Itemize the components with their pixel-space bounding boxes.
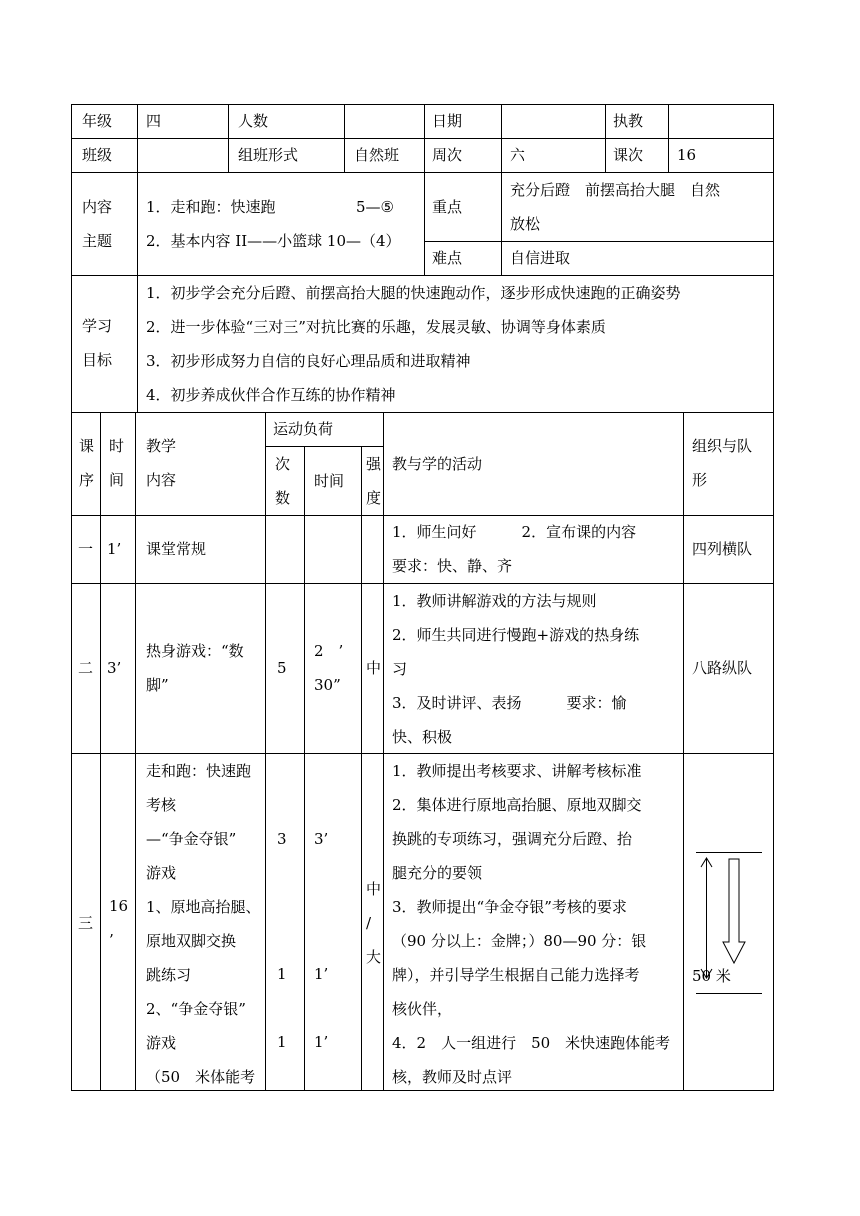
week-value: 六 — [510, 146, 526, 164]
date-label: 日期 — [432, 112, 463, 130]
content-item-1-tag: 5—⑤ — [356, 198, 394, 216]
difficulty-label: 难点 — [432, 249, 463, 267]
header-seq: 课 序 — [79, 437, 95, 489]
header-org: 组织与队 形 — [692, 437, 753, 489]
row3-content: 走和跑：快速跑 考核 —“争金夺银” 游戏 1、原地高抬腿、 原地双脚交换 跳练习 2、“争金夺银” 游戏 （50 米体能考 — [146, 762, 261, 1086]
row2-activity: 1．教师讲解游戏的方法与规则 2．师生共同进行慢跑+游戏的热身练 习 3．及时讲评、表扬 要求：愉 快、积极 — [392, 592, 640, 746]
row3-time: 16 ’ — [109, 897, 129, 949]
goal-item: 3．初步形成努力自信的良好心理品质和进取精神 — [146, 352, 471, 370]
row2-time: 3’ — [107, 659, 122, 677]
grade-value: 四 — [146, 112, 162, 130]
goals-list — [146, 276, 681, 412]
row1-org: 四列横队 — [692, 540, 753, 558]
goal-item: 4．初步养成伙伴合作互练的协作精神 — [146, 386, 396, 404]
row2-duration: 2 ’ 30” — [314, 642, 344, 694]
row3-duration-2: 1’ — [314, 965, 329, 983]
header-time: 时 间 — [109, 437, 125, 489]
run-distance-label: 50 米 — [692, 967, 731, 985]
key-point-value: 充分后蹬 前摆高抬大腿 自然 放松 — [510, 181, 721, 233]
header-duration: 时间 — [314, 472, 345, 490]
header-intensity: 强 度 — [366, 455, 382, 507]
row3-seq: 三 — [78, 914, 94, 932]
goals-label: 学习 目标 — [82, 317, 113, 369]
hollow-arrow-icon — [723, 859, 745, 963]
row3-duration-3: 1’ — [314, 1033, 329, 1051]
row1-content: 课堂常规 — [146, 540, 207, 558]
week-label: 周次 — [432, 146, 463, 164]
header-activity: 教与学的活动 — [392, 455, 483, 473]
row2-seq: 二 — [78, 659, 94, 677]
format-label: 组班形式 — [238, 146, 299, 164]
header-load: 运动负荷 — [273, 420, 334, 438]
row3-count-3: 1 — [277, 1033, 287, 1051]
row2-intensity: 中 — [366, 659, 382, 677]
class-label: 班级 — [82, 146, 113, 164]
content-item-1: 1．走和跑：快速跑 — [146, 198, 276, 216]
row3-count-1: 3 — [277, 830, 287, 848]
row2-count: 5 — [277, 659, 287, 677]
content-item-2: 2．基本内容 II——小篮球 10—（4） — [146, 232, 401, 250]
row1-activity: 1．师生问好 2．宣布课的内容 要求：快、静、齐 — [392, 523, 637, 575]
row3-activity: 1．教师提出考核要求、讲解考核标准 2．集体进行原地高抬腿、原地双脚交 换跳的专项练习，强调充分后蹬、抬 腿充分的要领 3．教师提出“争金夺银”考核的要求 （90 分以上：金牌；）80—90 分：银 牌），并引导学生根据自己能力选择考 核伙伴， 4．2 人一组进行 50 米快速跑体能考 核，教师及时点评 — [392, 762, 671, 1086]
key-point-label: 重点 — [432, 198, 463, 216]
row3-duration-1: 3’ — [314, 830, 329, 848]
row3-count-2: 1 — [277, 965, 287, 983]
format-value: 自然班 — [354, 146, 400, 164]
lesson-label: 课次 — [613, 146, 644, 164]
count-label: 人数 — [238, 112, 269, 130]
row3-intensity: 中 / 大 — [366, 880, 382, 966]
lesson-value: 16 — [677, 146, 697, 164]
teacher-label: 执教 — [613, 112, 644, 130]
row2-org: 八路纵队 — [692, 659, 753, 677]
row1-time: 1’ — [107, 540, 122, 558]
content-label: 内容 主题 — [82, 198, 113, 250]
goal-item: 2．进一步体验“三对三”对抗比赛的乐趣，发展灵敏、协调等身体素质 — [146, 318, 606, 336]
row2-content: 热身游戏：“数 脚” — [146, 642, 244, 694]
difficulty-value: 自信进取 — [510, 249, 571, 267]
goal-item: 1．初步学会充分后蹬、前摆高抬大腿的快速跑动作，逐步形成快速跑的正确姿势 — [146, 284, 681, 302]
header-content: 教学 内容 — [146, 437, 177, 489]
grade-label: 年级 — [82, 112, 113, 130]
header-count: 次 数 — [275, 455, 291, 507]
row1-seq: 一 — [78, 540, 94, 558]
